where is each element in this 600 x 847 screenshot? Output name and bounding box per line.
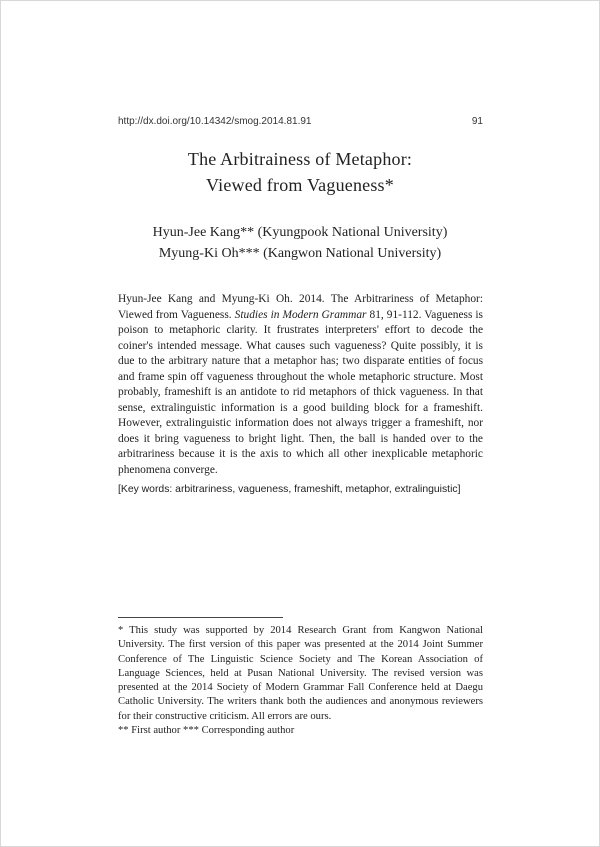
abstract	[118, 292, 483, 478]
footnote-divider	[118, 617, 283, 618]
author-1: Hyun-Jee Kang** (Kyungpook National University)	[152, 225, 448, 240]
citation-suffix: 81, 91-112.	[366, 308, 425, 321]
author-list	[0, 222, 600, 264]
footnotes	[118, 624, 483, 738]
title-line-1: The Arbitrainess of Metaphor:	[187, 149, 413, 169]
journal-name: Studies in Modern Grammar	[234, 308, 367, 321]
citation-prefix: Hyun-Jee Kang and Myung-Ki Oh. 2014. The Arbitrariness of Metaphor: Viewed from Vagueness.	[118, 293, 483, 321]
footnote-author-roles: ** First author *** Corresponding author	[118, 725, 295, 737]
doi-link[interactable]: http://dx.doi.org/10.14342/smog.2014.81.91	[118, 116, 312, 127]
footnote-acknowledgement: * This study was supported by 2014 Research Grant from Kangwon National University. The first version of this paper was presented at the 2014 Joint Summer Conference of The Linguistic Science Society and The Korean Association of Language Sciences, held at Pusan National University. The revised version was presented at the 2014 Society of Modern Grammar Fall Conference held at Daegu Catholic University. The writers thank both the audiences and anonymous reviewers for their constructive criticism. All errors are ours.	[118, 625, 483, 722]
title-line-2: Viewed from Vagueness*	[206, 175, 394, 195]
author-2: Myung-Ki Oh*** (Kangwon National University)	[158, 246, 442, 261]
abstract-body: Vagueness is poison to metaphoric clarity. It frustrates interpreters' effort to decode the coiner's intended message. What causes such vagueness? Quite possibly, it is due to the arbitrary nature that a metaphor has; two disparate entities of focus and frame spin off vagueness throughout the whole metaphoric structure. Most probably, frameshift is an antidote to rid metaphors of thick vagueness. In that sense, extralinguistic information is a good building block for a frameshift. However, extralinguistic information does not always trigger a frameshift, nor does it bring vagueness to bright light. Then, the ball is handed over to the arbitrariness because it is the axis to which all other inexplicable metaphoric phenomena converge.	[118, 308, 483, 476]
keywords: [Key words: arbitrariness, vagueness, frameshift, metaphor, extralinguistic]	[118, 484, 461, 495]
paper-title	[0, 146, 600, 198]
page-number: 91	[471, 116, 483, 127]
